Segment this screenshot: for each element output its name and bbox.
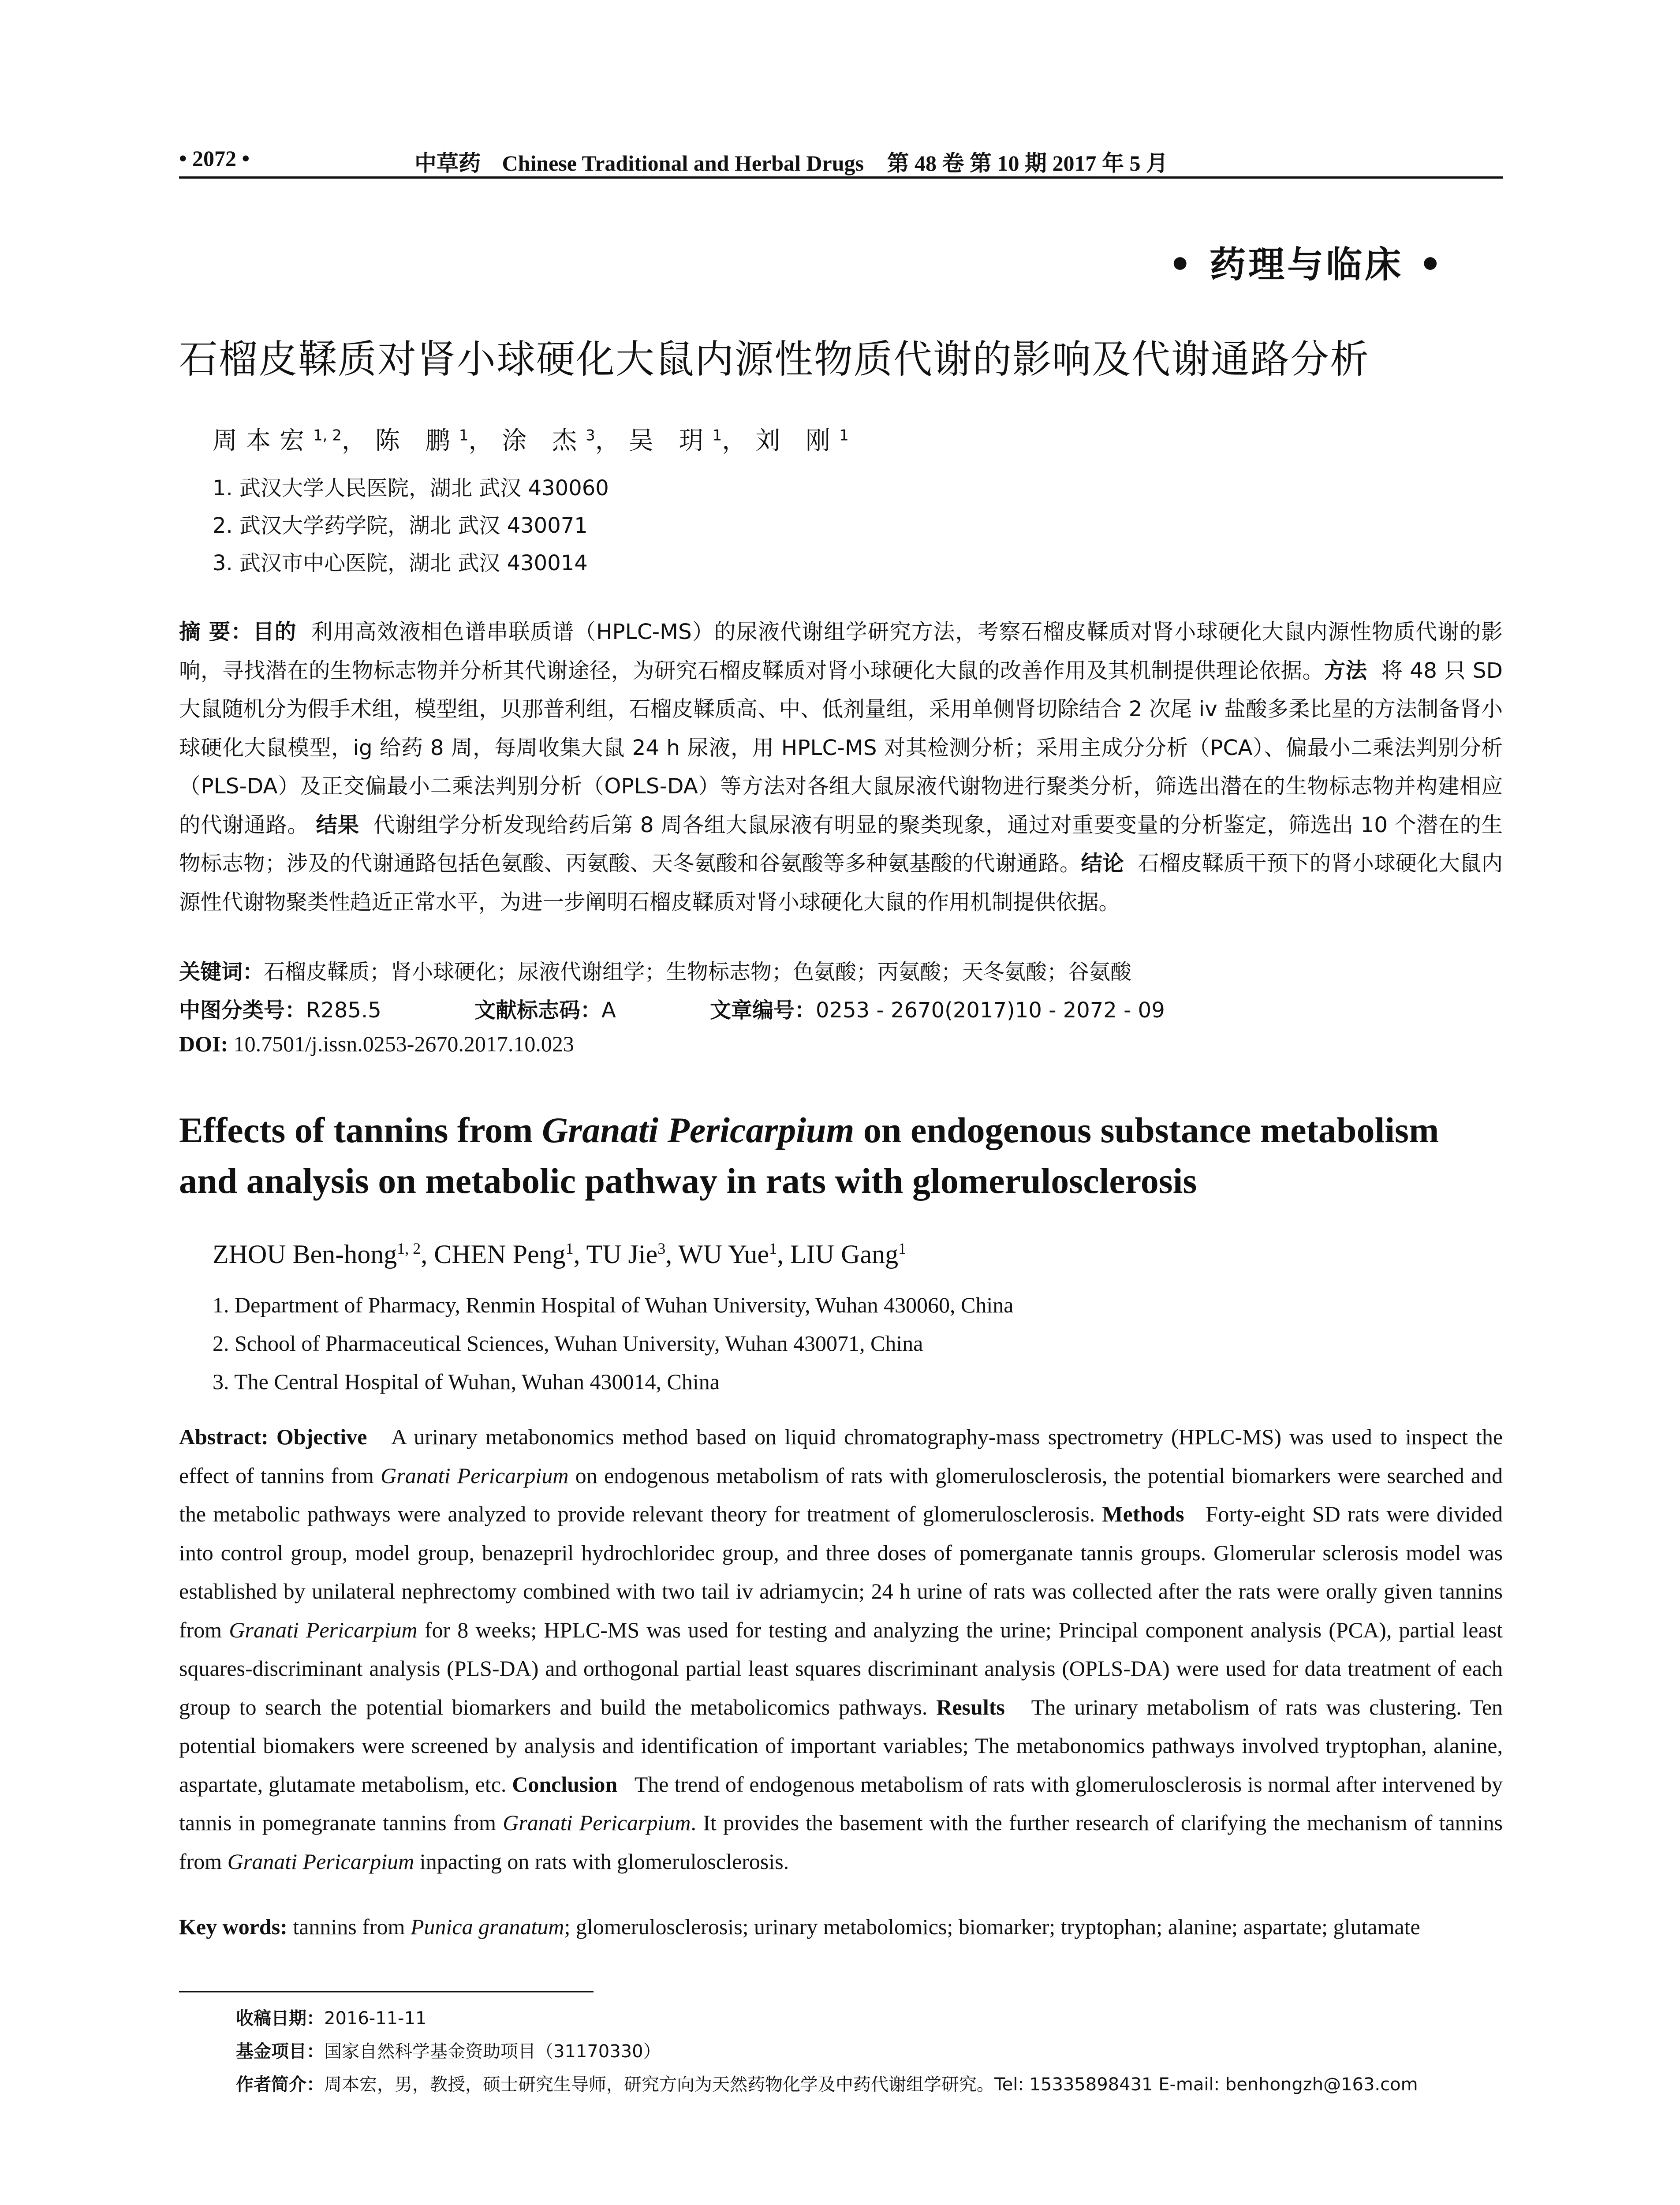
author-name: CHEN Peng (434, 1240, 566, 1269)
chinese-authors: 周本宏$^{1, 2}$，陈 鹏$^1$，涂 杰$^3$，吴 玥$^1$，刘 刚$^1$ (213, 426, 849, 455)
conclusion-label: 结论 (1081, 851, 1124, 876)
chinese-title: 石榴皮鞣质对肾小球硬化大鼠内源性物质代谢的影响及代谢通路分析 (179, 336, 1370, 382)
title-text: Effects of tannins from (179, 1110, 542, 1150)
author-name: 吴 玥 (628, 426, 713, 455)
author-affiliation-mark: 1, 2 (313, 426, 342, 445)
author-affiliation-mark: 1 (898, 1240, 907, 1257)
footnote-fund (236, 2037, 661, 2063)
article-no-label: 文章编号： (710, 998, 816, 1023)
author-affiliation-mark: 1 (459, 426, 469, 445)
journal-name-cn: 中草药 (414, 151, 481, 176)
conclusion-italic: Granati Pericarpium (503, 1810, 691, 1835)
author-name: 刘 刚 (755, 426, 840, 455)
doi-label: DOI: (179, 1031, 228, 1056)
english-authors: ZHOU Ben-hong$^{1, 2}$, CHEN Peng$^1$, TU Jie$^3$, WU Yue$^1$, LIU Gang$^1$ (213, 1240, 907, 1269)
footnote-rule (179, 1991, 594, 1992)
author-name: 周本宏 (213, 426, 313, 455)
results-label: 结果 (316, 812, 359, 837)
objective-text: on endogenous metabolism of rats with glomerulosclerosis, the potential biomarkers were searched and the metabolic pathways were analyzed to provide relevant theory for treatment of glomerulosclerosis. (179, 1463, 1503, 1526)
clc-value: R285.5 (306, 998, 381, 1023)
conclusion-text: . It provides the basement with the further research of clarifying the mechanism of tannins from (179, 1810, 1503, 1874)
issue-info: 第 48 卷 第 10 期 2017 年 5 月 (887, 151, 1168, 176)
conclusion-text: 石榴皮鞣质干预下的肾小球硬化大鼠内源性代谢物聚类性趋近正常水平，为进一步阐明石榴皮鞣质对肾小球硬化大鼠的作用机制提供依据。 (179, 851, 1503, 915)
doi-line (179, 1031, 574, 1057)
author-name: TU Jie (586, 1240, 658, 1269)
methods-text: 将 48 只 SD 大鼠随机分为假手术组，模型组，贝那普利组，石榴皮鞣质高、中、低剂量组，采用单侧肾切除结合 2 次尾 iv 盐酸多柔比星的方法制备肾小球硬化大鼠模型，ig 给药 8 周，每周收集大鼠 24 h 尿液，用 HPLC-MS 对其检测分析；采用主成分分析（PCA）、偏最小二乘法判别分析（PLS-DA）及正交偏最小二乘法判别分析（OPLS-DA）等方法对各组大鼠尿液代谢物进行聚类分析，筛选出潜在的生物标志物并构建相应的代谢通路。 (179, 658, 1503, 837)
author-affiliation-mark: 1 (565, 1240, 574, 1257)
methods-text: for 8 weeks; HPLC-MS was used for testing and analyzing the urine; Principal component analysis (PCA), partial least squares-discriminant analysis (PLS-DA) and orthogonal partial least squares discriminant analysis (OPLS-DA) were used for data treatment of each group to search the potential biomarkers and build the metabolicomics pathways. (179, 1617, 1503, 1719)
chinese-affiliation-3: 3. 武汉市中心医院，湖北 武汉 430014 (213, 551, 588, 576)
author-name: 陈 鹏 (375, 426, 459, 455)
chinese-affiliation-2: 2. 武汉大学药学院，湖北 武汉 430071 (213, 513, 588, 538)
document-code (474, 993, 616, 1024)
received-label: 收稿日期： (236, 2008, 324, 2029)
results-text: 代谢组学分析发现给药后第 8 周各组大鼠尿液有明显的聚类现象，通过对重要变量的分析鉴定，筛选出 10 个潜在的生物标志物；涉及的代谢通路包括色氨酸、丙氨酸、天冬氨酸和谷氨酸等多种氨基酸的代谢通路。 (179, 812, 1503, 876)
english-affiliation-2: 2. School of Pharmaceutical Sciences, Wuhan University, Wuhan 430071, China (213, 1331, 923, 1356)
footnote-author (236, 2070, 1418, 2096)
english-affiliation-3: 3. The Central Hospital of Wuhan, Wuhan 430014, China (213, 1369, 720, 1394)
conclusion-text: inpacting on rats with glomerulosclerosis. (414, 1849, 789, 1874)
chinese-affiliation-1: 1. 武汉大学人民医院，湖北 武汉 430060 (213, 476, 609, 501)
methods-label: Methods (1102, 1502, 1184, 1526)
keywords-text: tannins from (287, 1914, 411, 1939)
conclusion-text: The trend of endogenous metabolism of rats with glomerulosclerosis is normal after intervened by tannis in pomegranate tannins from (179, 1771, 1503, 1835)
author-name: WU Yue (678, 1240, 769, 1269)
keywords-label: 关键词： (179, 960, 264, 984)
english-title (179, 1105, 1503, 1206)
received-date: 2016-11-11 (324, 2008, 427, 2029)
doi-value: 10.7501/j.issn.0253-2670.2017.10.023 (233, 1031, 574, 1056)
english-affiliation-1: 1. Department of Pharmacy, Renmin Hospital of Wuhan University, Wuhan 430060, China (213, 1293, 1014, 1317)
article-number (710, 993, 1165, 1024)
classification-line (179, 993, 381, 1024)
title-italic: Granati Pericarpium (541, 1110, 855, 1150)
header-rule (179, 176, 1503, 179)
objective-label: 目的 (253, 620, 297, 644)
author-affiliation-mark: 1, 2 (397, 1240, 421, 1257)
doc-code-value: A (601, 998, 616, 1023)
section-label: • 药理与临床 • (1169, 244, 1445, 286)
fund-label: 基金项目： (236, 2041, 324, 2062)
conclusion-label: Conclusion (512, 1771, 618, 1797)
english-keywords (179, 1914, 1503, 1940)
author-affiliation-mark: 1 (712, 426, 722, 445)
abstract-objective-label: Abstract: Objective (179, 1424, 367, 1449)
title-text: on endogenous substance metabolism and analysis on metabolic pathway in rats with glomerulosclerosis (179, 1110, 1439, 1201)
author-affiliation-mark: 1 (839, 426, 849, 445)
objective-text: 利用高效液相色谱串联质谱（HPLC-MS）的尿液代谢组学研究方法，考察石榴皮鞣质对肾小球硬化大鼠内源性物质代谢的影响，寻找潜在的生物标志物并分析其代谢途径，为研究石榴皮鞣质对肾小球硬化大鼠的改善作用及其机制提供理论依据。 (179, 620, 1503, 683)
author-name: 涂 杰 (502, 426, 586, 455)
author-name: LIU Gang (790, 1240, 899, 1269)
keywords-text: ; glomerulosclerosis; urinary metabolomics; biomarker; tryptophan; alanine; aspartate; glutamate (564, 1914, 1420, 1939)
results-text: The urinary metabolism of rats was clustering. Ten potential biomakers were screened by analysis and identification of important variables; The metabonomics pathways involved tryptophan, alanine, aspartate, glutamate metabolism, etc. (179, 1694, 1503, 1797)
methods-label: 方法 (1324, 658, 1367, 683)
keywords-text: 石榴皮鞣质；肾小球硬化；尿液代谢组学；生物标志物；色氨酸；丙氨酸；天冬氨酸；谷氨酸 (264, 960, 1132, 984)
doc-code-label: 文献标志码： (474, 998, 602, 1023)
author-affiliation-mark: 1 (769, 1240, 777, 1257)
journal-name-en: Chinese Traditional and Herbal Drugs (502, 151, 864, 176)
objective-text: A urinary metabonomics method based on liquid chromatography-mass spectrometry (HPLC-MS) was used to inspect the effect of tannins from (179, 1424, 1503, 1488)
author-bio-text: 周本宏，男，教授，硕士研究生导师，研究方向为天然药物化学及中药代谢组学研究。Tel: 15335898431 E-mail: benhongzh@163.com (324, 2074, 1418, 2095)
author-affiliation-mark: 3 (657, 1240, 666, 1257)
author-name: ZHOU Ben-hong (213, 1240, 397, 1269)
objective-italic: Granati Pericarpium (381, 1463, 569, 1488)
chinese-abstract (179, 613, 1503, 922)
chinese-keywords (179, 955, 1131, 985)
methods-italic: Granati Pericarpium (229, 1617, 418, 1642)
keywords-italic: Punica granatum (410, 1914, 564, 1939)
abstract-label: 摘 要： (179, 620, 253, 644)
english-abstract (179, 1418, 1503, 1881)
page-number: • 2072 • (179, 146, 250, 171)
results-label: Results (936, 1694, 1005, 1719)
footnote-received (236, 2004, 426, 2029)
keywords-label: Key words: (179, 1914, 287, 1939)
fund-text: 国家自然科学基金资助项目（31170330） (324, 2041, 661, 2062)
running-header (179, 142, 1503, 177)
article-no-value: 0253 - 2670(2017)10 - 2072 - 09 (816, 998, 1165, 1023)
journal-info (414, 146, 1168, 177)
conclusion-italic: Granati Pericarpium (227, 1849, 414, 1874)
clc-label: 中图分类号： (179, 998, 306, 1023)
author-bio-label: 作者简介： (236, 2074, 324, 2095)
methods-text: Forty-eight SD rats were divided into control group, model group, benazepril hydrochloridec group, and three doses of pomerganate tannis groups. Glomerular sclerosis model was established by unilateral nephrectomy combined with two tail iv adriamycin; 24 h urine of rats was collected after the rats were orally given tannins from (179, 1502, 1503, 1642)
author-affiliation-mark: 3 (586, 426, 595, 445)
